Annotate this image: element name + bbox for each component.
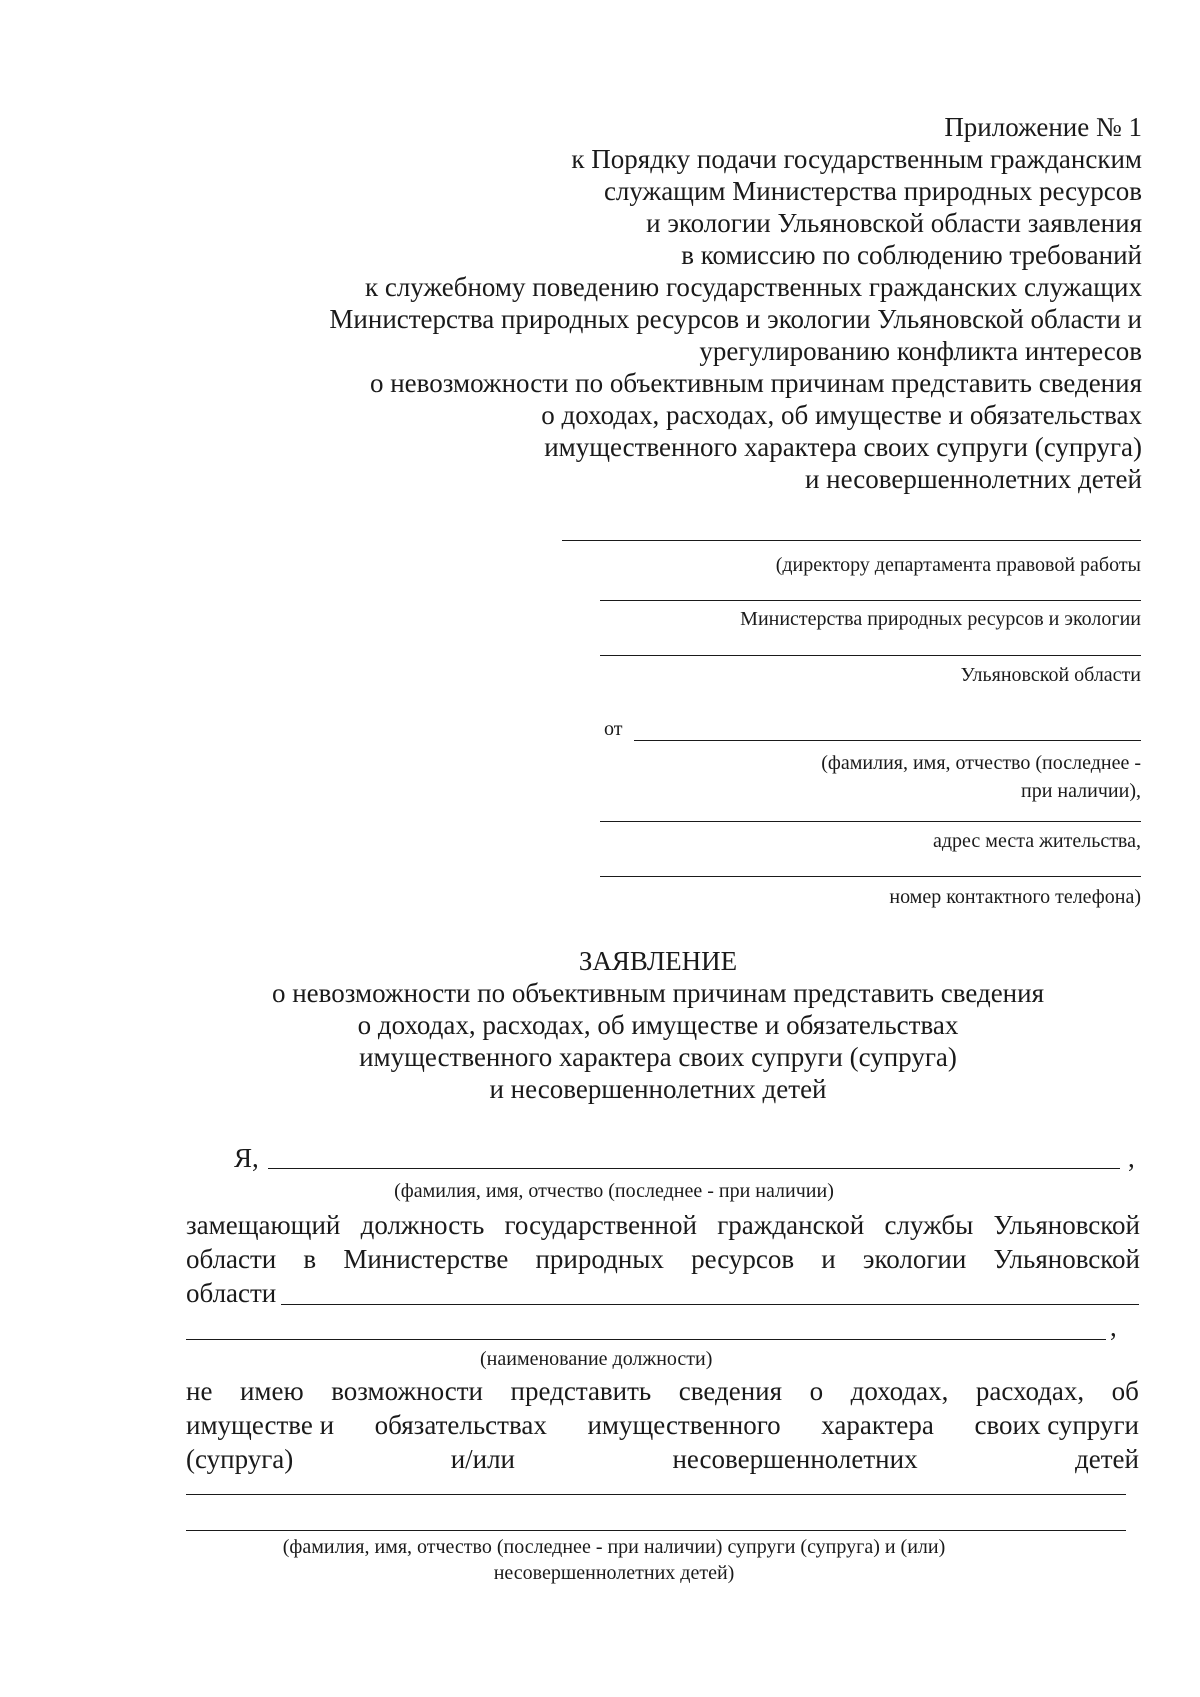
addressee-blank-line	[600, 655, 1141, 656]
family-line	[186, 1530, 1126, 1531]
word: об	[1111, 1376, 1139, 1406]
paragraph-word: области	[186, 1278, 277, 1308]
from-label: от	[604, 718, 623, 740]
word: возможности	[331, 1376, 483, 1406]
annex-line: и экологии Ульяновской области заявления	[646, 208, 1142, 238]
address-hint: адрес места жительства,	[933, 830, 1141, 852]
word: несовершеннолетних	[672, 1444, 918, 1474]
word: расходах,	[975, 1376, 1085, 1406]
paragraph-line	[186, 1210, 1140, 1241]
word: Ульяновской	[993, 1210, 1140, 1240]
statement-subtitle: о доходах, расходах, об имуществе и обязательствах	[357, 1010, 959, 1040]
comma: ,	[1110, 1312, 1117, 1342]
address-line	[600, 821, 1141, 822]
word: ресурсов	[691, 1244, 795, 1274]
annex-line: в комиссию по соблюдению требований	[681, 240, 1142, 270]
word: и	[821, 1244, 836, 1274]
annex-line: и несовершеннолетних детей	[804, 464, 1142, 494]
word: и/или	[450, 1444, 516, 1474]
paragraph-line	[186, 1244, 1140, 1275]
word: государственной	[504, 1210, 697, 1240]
word: имею	[239, 1376, 304, 1406]
from-name-line	[634, 740, 1141, 741]
annex-line: имущественного характера своих супруги (супруга)	[544, 432, 1142, 462]
statement-subtitle: о невозможности по объективным причинам представить сведения	[271, 978, 1044, 1008]
word: характера	[821, 1410, 934, 1440]
statement-subtitle: и несовершеннолетних детей	[489, 1074, 827, 1104]
word: замещающий	[186, 1210, 341, 1240]
word: Министерстве	[343, 1244, 509, 1274]
word: имущественного	[587, 1410, 781, 1440]
comma: ,	[1128, 1143, 1135, 1173]
paragraph-line	[186, 1444, 1139, 1475]
fio-line	[268, 1168, 1120, 1169]
fio-hint: (фамилия, имя, отчество (последнее - при наличии)	[394, 1180, 834, 1202]
from-hint: (фамилия, имя, отчество (последнее -	[821, 752, 1141, 774]
word: Ульяновской	[993, 1244, 1140, 1274]
word: о	[809, 1376, 824, 1406]
addressee-hint: Ульяновской области	[960, 664, 1141, 686]
annex-line: о доходах, расходах, об имуществе и обязательствах	[541, 400, 1142, 430]
statement-subtitle: имущественного характера своих супруги (супруга)	[359, 1042, 957, 1072]
family-hint: несовершеннолетних детей)	[493, 1562, 735, 1584]
position-hint: (наименование должности)	[480, 1348, 713, 1370]
family-hint: (фамилия, имя, отчество (последнее - при наличии) супруги (супруга) и (или)	[282, 1536, 946, 1558]
position-line	[186, 1339, 1106, 1340]
statement-heading: ЗАЯВЛЕНИЕ	[578, 946, 738, 976]
word: сведения	[678, 1376, 783, 1406]
addressee-blank-line	[562, 540, 1141, 541]
word: детей	[1075, 1444, 1139, 1474]
word: (супруга)	[186, 1444, 294, 1474]
phone-hint: номер контактного телефона)	[889, 886, 1141, 908]
word: гражданской	[717, 1210, 865, 1240]
family-line	[186, 1494, 1126, 1495]
phone-line	[600, 876, 1141, 877]
annex-line: урегулированию конфликта интересов	[699, 336, 1142, 366]
annex-line: к Порядку подачи государственным гражданским	[571, 144, 1142, 174]
annex-number: Приложение № 1	[944, 112, 1142, 142]
word: области	[186, 1244, 277, 1274]
addressee-hint: (директору департамента правовой работы	[775, 554, 1141, 576]
word: должность	[360, 1210, 485, 1240]
paragraph-line	[186, 1376, 1139, 1407]
word: не	[186, 1376, 213, 1406]
word: представить	[510, 1376, 652, 1406]
from-hint: при наличии),	[1021, 780, 1141, 802]
word: службы	[884, 1210, 974, 1240]
position-line	[281, 1304, 1139, 1305]
paragraph-line	[186, 1410, 1139, 1441]
annex-line: к служебному поведению государственных гражданских служащих	[364, 272, 1142, 302]
word: экологии	[862, 1244, 967, 1274]
annex-line: Министерства природных ресурсов и экологии Ульяновской области и	[329, 304, 1142, 334]
i-label: Я,	[234, 1143, 259, 1173]
word: имуществе и	[186, 1410, 335, 1440]
addressee-hint: Министерства природных ресурсов и экологии	[740, 608, 1141, 630]
word: своих супруги	[974, 1410, 1139, 1440]
word: обязательствах	[374, 1410, 547, 1440]
word: доходах,	[850, 1376, 949, 1406]
word: природных	[535, 1244, 664, 1274]
annex-line: о невозможности по объективным причинам представить сведения	[369, 368, 1142, 398]
word: в	[303, 1244, 317, 1274]
annex-line: служащим Министерства природных ресурсов	[603, 176, 1142, 206]
addressee-blank-line	[600, 600, 1141, 601]
